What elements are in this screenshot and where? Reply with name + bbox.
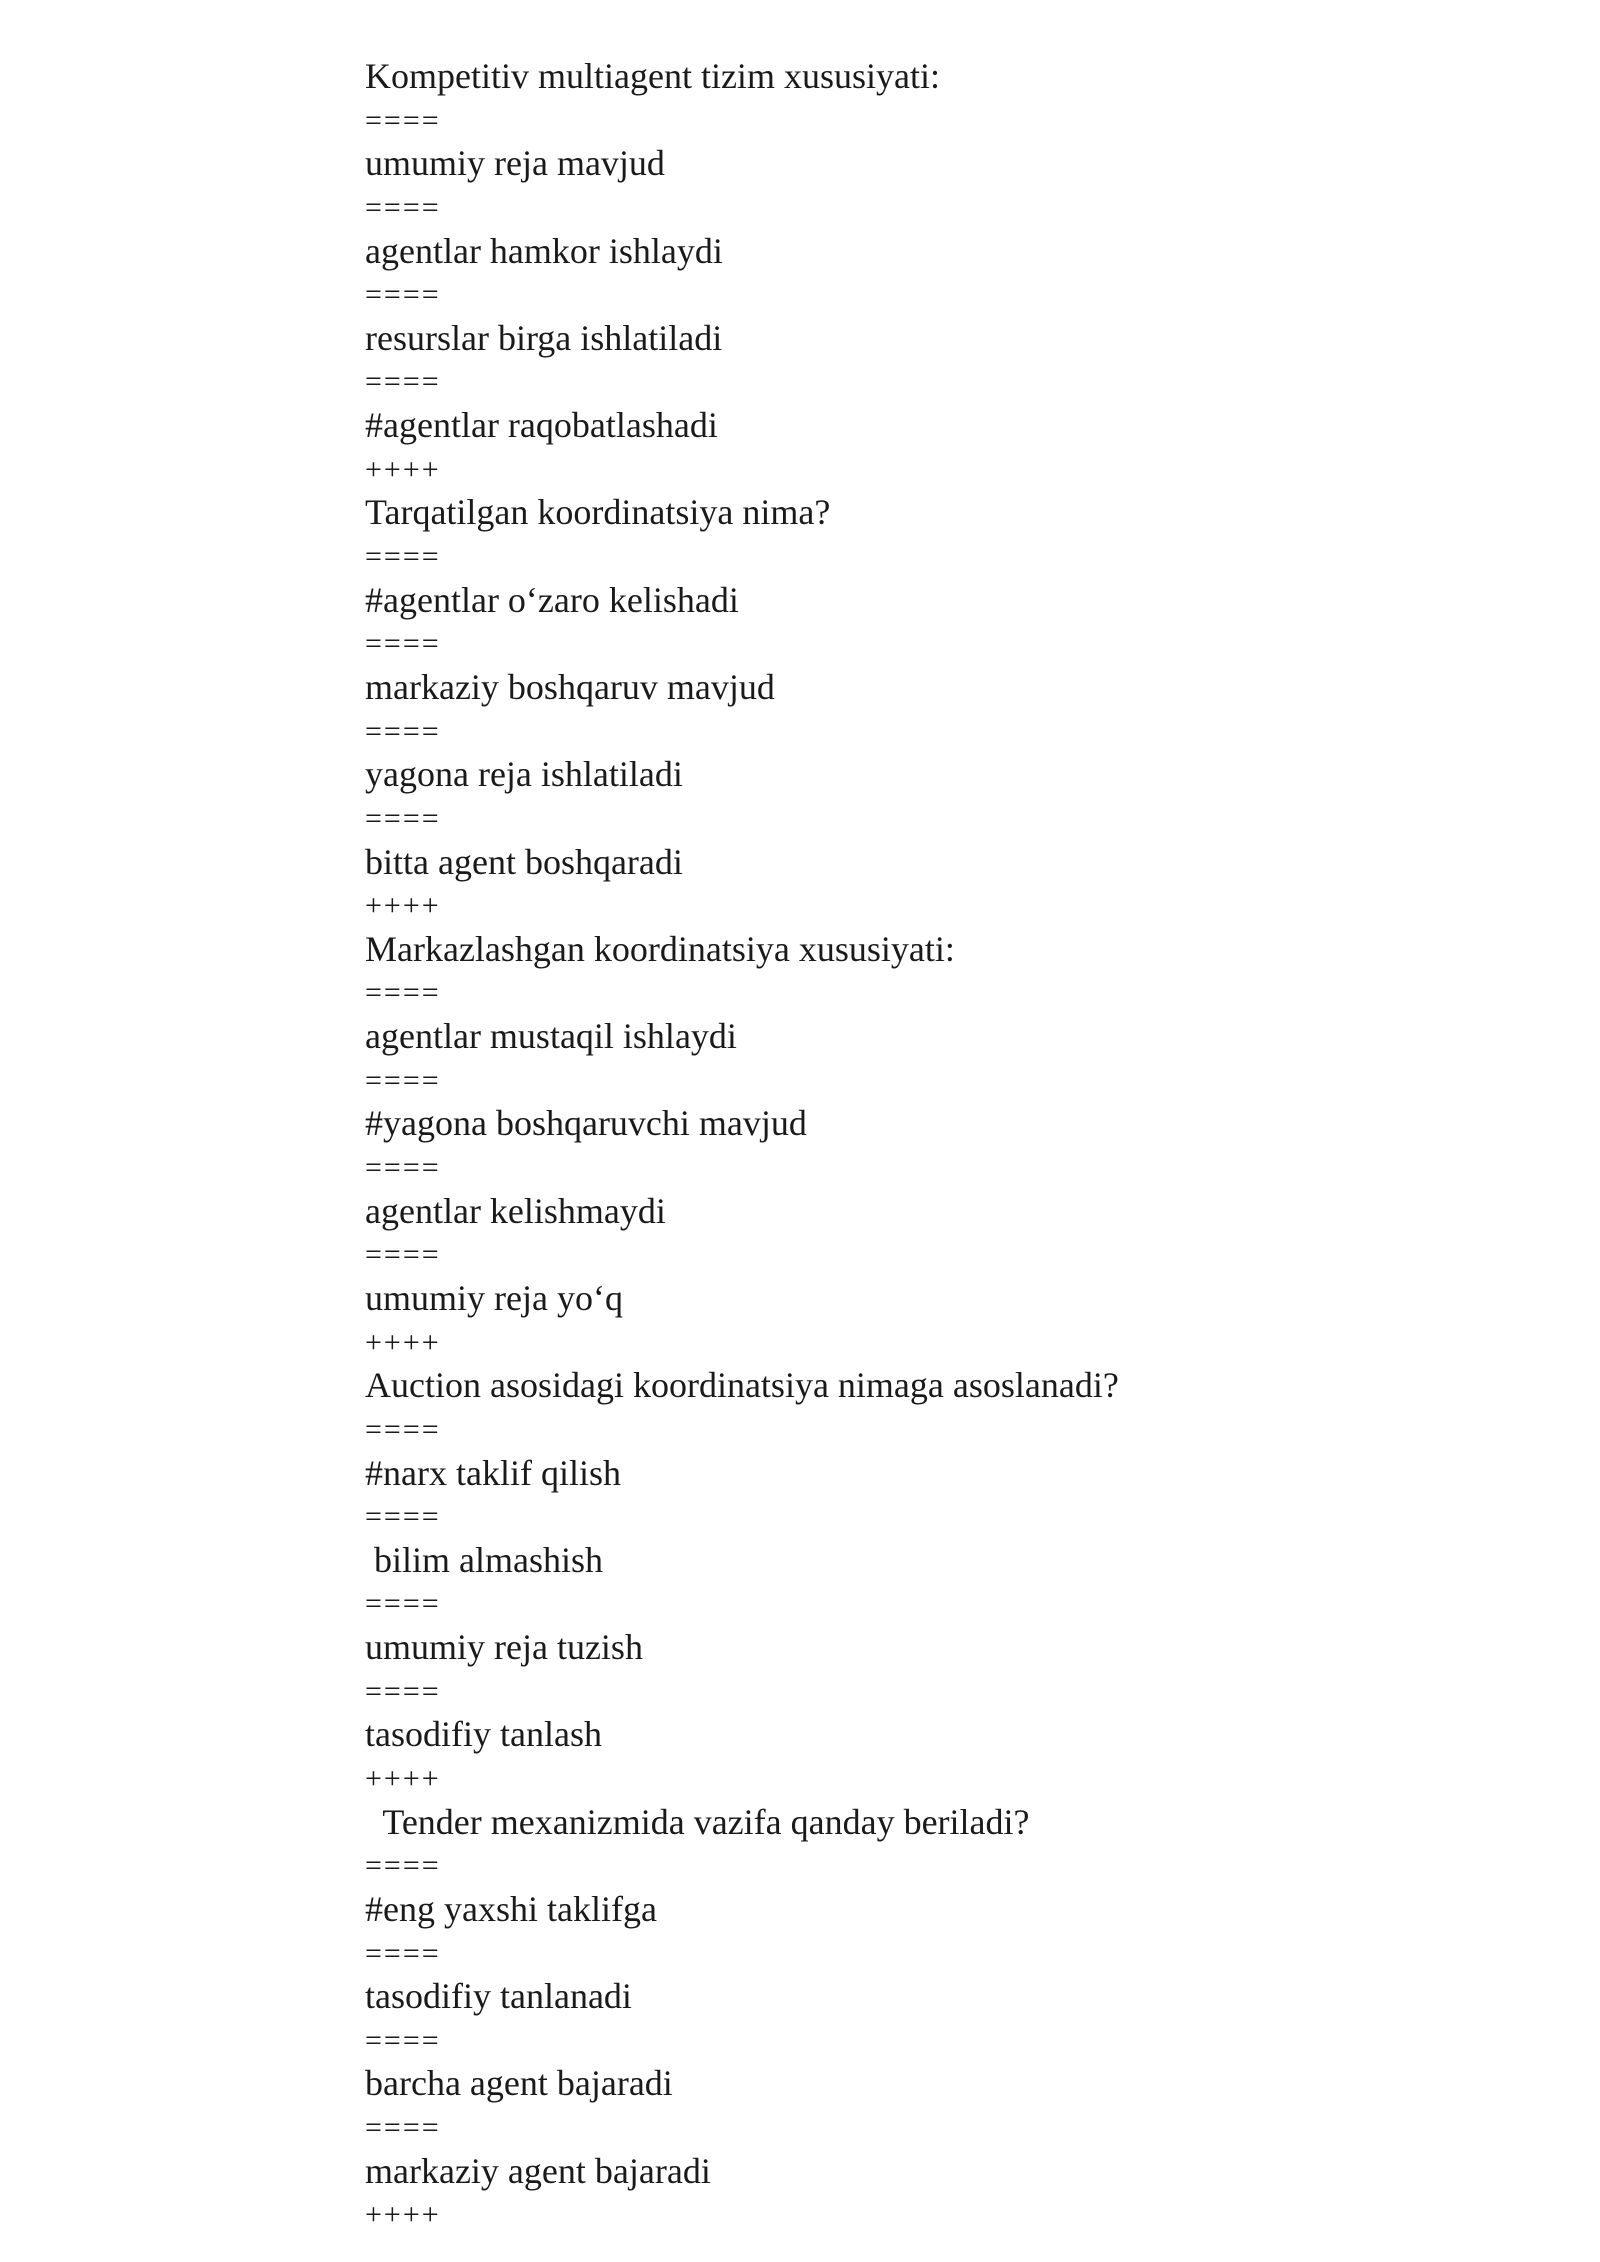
answer-option: #narx taklif qilish xyxy=(365,1452,621,1493)
separator-line: ==== xyxy=(365,1674,441,1708)
answer-option: umumiy reja yo‘q xyxy=(365,1277,623,1318)
separator-line: ++++ xyxy=(365,2198,441,2232)
separator-line: ==== xyxy=(365,1063,441,1097)
question-text: Auction asosidagi koordinatsiya nimaga asoslanadi? xyxy=(365,1365,1119,1406)
answer-option: bilim almashish xyxy=(365,1539,603,1580)
question-text: Kompetitiv multiagent tizim xususiyati: xyxy=(365,56,940,96)
question-text: Tarqatilgan koordinatsiya nima? xyxy=(365,492,831,533)
separator-line: ==== xyxy=(365,2023,441,2057)
answer-option: #agentlar raqobatlashadi xyxy=(365,405,718,446)
answer-option: umumiy reja tuzish xyxy=(365,1627,643,1668)
document-text xyxy=(365,55,1119,2237)
separator-line: ++++ xyxy=(365,452,441,486)
answer-option: bitta agent boshqaradi xyxy=(365,841,683,882)
answer-option: barcha agent bajaradi xyxy=(365,2063,673,2104)
answer-option: #agentlar o‘zaro kelishadi xyxy=(365,579,739,620)
separator-line: ==== xyxy=(365,1151,441,1185)
answer-option: markaziy boshqaruv mavjud xyxy=(365,666,775,707)
answer-option: #eng yaxshi taklifga xyxy=(365,1888,657,1929)
separator-line: ==== xyxy=(365,540,441,574)
answer-option: resurslar birga ishlatiladi xyxy=(365,317,723,358)
separator-line: ==== xyxy=(365,103,441,137)
separator-line: ==== xyxy=(365,1936,441,1970)
question-text: Tender mexanizmida vazifa qanday beriladi? xyxy=(365,1801,1030,1842)
question-text: Markazlashgan koordinatsiya xususiyati: xyxy=(365,928,955,969)
separator-line: ==== xyxy=(365,1412,441,1446)
separator-line: ==== xyxy=(365,1849,441,1883)
separator-line: ==== xyxy=(365,627,441,661)
separator-line: ==== xyxy=(365,190,441,224)
answer-option: agentlar hamkor ishlaydi xyxy=(365,230,723,271)
separator-line: ==== xyxy=(365,714,441,748)
answer-option: tasodifiy tanlanadi xyxy=(365,1976,632,2017)
separator-line: ==== xyxy=(365,976,441,1010)
answer-option: agentlar mustaqil ishlaydi xyxy=(365,1016,737,1057)
separator-line: ==== xyxy=(365,1238,441,1272)
separator-line: ==== xyxy=(365,801,441,835)
separator-line: ==== xyxy=(365,365,441,399)
answer-option: agentlar kelishmaydi xyxy=(365,1190,666,1231)
answer-option: tasodifiy tanlash xyxy=(365,1714,602,1755)
separator-line: ==== xyxy=(365,1500,441,1534)
answer-option: #yagona boshqaruvchi mavjud xyxy=(365,1103,807,1144)
separator-line: ==== xyxy=(365,278,441,312)
answer-option: markaziy agent bajaradi xyxy=(365,2150,711,2191)
separator-line: ++++ xyxy=(365,1761,441,1795)
answer-option: umumiy reja mavjud xyxy=(365,143,665,184)
separator-line: ++++ xyxy=(365,889,441,923)
separator-line: ==== xyxy=(365,2111,441,2145)
separator-line: ==== xyxy=(365,1587,441,1621)
answer-option: yagona reja ishlatiladi xyxy=(365,754,683,795)
separator-line: ++++ xyxy=(365,1325,441,1359)
